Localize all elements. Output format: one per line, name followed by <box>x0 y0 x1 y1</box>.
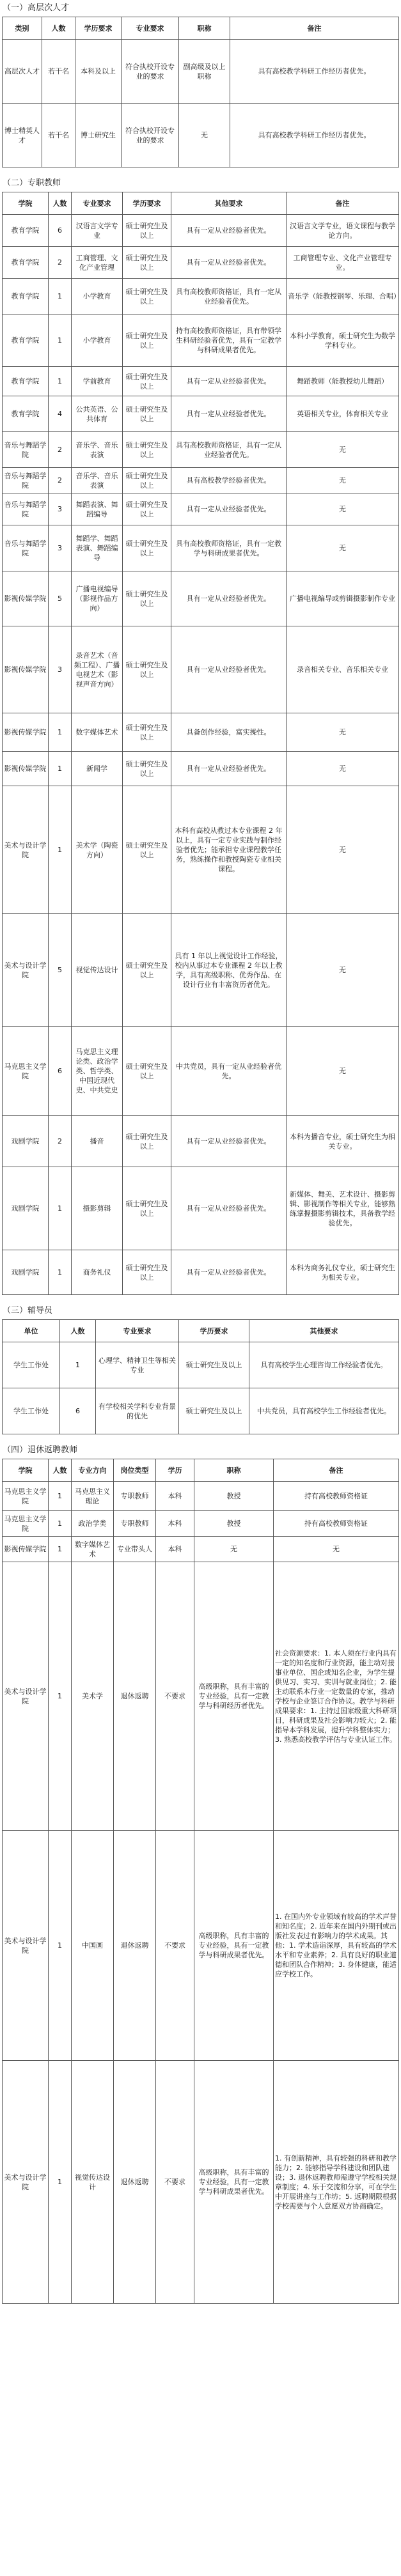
cell: 影视传媒学院 <box>3 752 49 786</box>
cell: 硕士研究生及以上 <box>123 713 171 752</box>
cell: 小学教育 <box>72 314 123 367</box>
cell: 教育学院 <box>3 314 49 367</box>
cell: 2 <box>49 1116 72 1167</box>
cell: 具有一定从业经验者优先。 <box>171 1116 287 1167</box>
cell: 1 <box>49 786 72 914</box>
table-row <box>3 314 399 367</box>
cell: 1 <box>49 752 72 786</box>
cell: 戏剧学院 <box>3 1116 49 1167</box>
cell: 具有一定从业经验者优先。 <box>171 752 287 786</box>
cell: 高级职称，具有丰富的专业经验，具有一定教学与科研成果者优先。 <box>194 1831 274 2061</box>
table-row <box>3 1116 399 1167</box>
table-row <box>3 1027 399 1116</box>
cell: 学前教育 <box>72 367 123 396</box>
cell: 音乐与舞蹈学院 <box>3 432 49 468</box>
header-cell: 学院 <box>3 1459 49 1482</box>
cell: 硕士研究生及以上 <box>123 626 171 713</box>
cell: 本科为播音专业，硕士研究生为相关专业。 <box>287 1116 399 1167</box>
cell: 无 <box>287 786 399 914</box>
cell: 工商管理专业、文化产业管理专业。 <box>287 247 399 279</box>
cell: 硕士研究生及以上 <box>123 1027 171 1116</box>
table-row <box>3 1167 399 1250</box>
cell: 专职教师 <box>114 1482 156 1511</box>
cell: 持有高校教师资格证 <box>274 1511 399 1537</box>
cell: 广播电视编导（影视作品方向） <box>72 571 123 626</box>
table-row <box>3 525 399 571</box>
cell: 马克思主义学院 <box>3 1482 49 1511</box>
cell: 无 <box>287 468 399 493</box>
cell: 马克思主义理论类、政治学类、哲学类、中国近现代史、中共党史 <box>72 1027 123 1116</box>
cell: 音乐与舞蹈学院 <box>3 525 49 571</box>
cell: 中共党员，具有一定从业经验者优先。 <box>171 1027 287 1116</box>
cell: 不要求 <box>156 2061 194 2304</box>
cell: 5 <box>49 571 72 626</box>
cell: 有学校相关学科专业背景的优先 <box>96 1388 179 1434</box>
cell: 工商管理、文化产业管理 <box>72 247 123 279</box>
cell: 马克思主义理论 <box>72 1482 114 1511</box>
cell: 具有一定从业经验者优先。 <box>171 247 287 279</box>
cell: 无 <box>287 432 399 468</box>
cell: 具备创作经验，富实操性。 <box>171 713 287 752</box>
cell: 1 <box>49 1537 72 1562</box>
cell: 3 <box>49 626 72 713</box>
table-row <box>3 571 399 626</box>
cell: 硕士研究生及以上 <box>123 525 171 571</box>
cell: 硕士研究生及以上 <box>123 396 171 432</box>
cell: 无 <box>194 1537 274 1562</box>
cell: 硕士研究生及以上 <box>123 1116 171 1167</box>
cell: 无 <box>287 493 399 525</box>
cell: 音乐与舞蹈学院 <box>3 493 49 525</box>
cell: 舞蹈表演、舞蹈编导 <box>72 493 123 525</box>
cell: 心理学、精神卫生等相关专业 <box>96 1342 179 1388</box>
table-row <box>3 432 399 468</box>
cell: 退休返聘 <box>114 2061 156 2304</box>
cell: 美术与设计学院 <box>3 2061 49 2304</box>
cell: 6 <box>49 215 72 247</box>
cell: 硕士研究生及以上 <box>123 247 171 279</box>
header-cell: 学历要求 <box>123 192 171 215</box>
cell: 学生工作处 <box>3 1342 60 1388</box>
cell: 退休返聘 <box>114 1562 156 1831</box>
cell: 硕士研究生及以上 <box>123 571 171 626</box>
table-row <box>3 1537 399 1562</box>
table-row <box>3 626 399 713</box>
header-cell: 单位 <box>3 1320 60 1342</box>
cell: 教授 <box>194 1511 274 1537</box>
cell: 3 <box>49 493 72 525</box>
cell: 具有一定从业经验者优先。 <box>171 215 287 247</box>
cell: 视觉传达设计 <box>72 2061 114 2304</box>
cell: 1 <box>49 2061 72 2304</box>
cell: 本科及以上 <box>75 40 122 104</box>
cell: 1 <box>49 1482 72 1511</box>
cell: 无 <box>287 713 399 752</box>
cell: 本科 <box>156 1511 194 1537</box>
table-header-row <box>3 1320 399 1342</box>
cell: 硕士研究生及以上 <box>123 752 171 786</box>
cell: 若干名 <box>42 104 75 167</box>
cell: 具有一定从业经验者优先。 <box>171 571 287 626</box>
cell: 若干名 <box>42 40 75 104</box>
cell: 高级职称，具有丰富的专业经验，具有一定教学与科研经历者优先。 <box>194 1562 274 1831</box>
cell: 本科 <box>156 1537 194 1562</box>
cell: 专职教师 <box>114 1511 156 1537</box>
cell: 不要求 <box>156 1562 194 1831</box>
cell: 1 <box>49 1562 72 1831</box>
header-cell: 专业要求 <box>122 17 179 40</box>
cell: 戏剧学院 <box>3 1250 49 1295</box>
header-cell: 专业要求 <box>96 1320 179 1342</box>
cell: 具有高校教师资格证，具有一定教学与科研成果者优先。 <box>171 525 287 571</box>
cell: 数字媒体艺术 <box>72 713 123 752</box>
cell: 无 <box>287 914 399 1027</box>
cell: 本科 <box>156 1482 194 1511</box>
header-cell: 学院 <box>3 192 49 215</box>
cell: 1 <box>49 1250 72 1295</box>
table-retired-rehired <box>2 1459 399 2304</box>
cell: 硕士研究生及以上 <box>123 1250 171 1295</box>
cell: 1 <box>49 314 72 367</box>
cell: 具有一定从业经验者优先。 <box>171 1250 287 1295</box>
cell: 本科为商务礼仪专业，硕士研究生为相关专业。 <box>287 1250 399 1295</box>
cell: 5 <box>49 914 72 1027</box>
cell: 新闻学 <box>72 752 123 786</box>
cell: 专业带头人 <box>114 1537 156 1562</box>
cell: 本科小学教育，硕士研究生为数学学科专业。 <box>287 314 399 367</box>
cell: 音乐学、音乐表演 <box>72 468 123 493</box>
header-cell: 专业要求 <box>72 192 123 215</box>
table-row <box>3 1562 399 1831</box>
cell: 教授 <box>194 1482 274 1511</box>
header-cell: 学历要求 <box>75 17 122 40</box>
header-cell: 岗位类型 <box>114 1459 156 1482</box>
cell: 政治学类 <box>72 1511 114 1537</box>
header-cell: 职称 <box>179 17 230 40</box>
cell: 硕士研究生及以上 <box>123 914 171 1027</box>
cell: 美术与设计学院 <box>3 914 49 1027</box>
cell: 硕士研究生及以上 <box>123 432 171 468</box>
cell: 影视传媒学院 <box>3 571 49 626</box>
cell: 数字媒体艺术 <box>72 1537 114 1562</box>
table-header-row <box>3 192 399 215</box>
cell: 硕士研究生及以上 <box>179 1388 249 1434</box>
table-row <box>3 215 399 247</box>
cell: 商务礼仪 <box>72 1250 123 1295</box>
table-counselors <box>2 1319 399 1434</box>
table-row <box>3 247 399 279</box>
cell: 硕士研究生及以上 <box>123 279 171 314</box>
table-row <box>3 1482 399 1511</box>
header-cell: 备注 <box>230 17 399 40</box>
cell: 影视传媒学院 <box>3 713 49 752</box>
cell: 具有一定从业经验者优先。 <box>171 1167 287 1250</box>
cell: 无 <box>287 1027 399 1116</box>
cell: 具有高校学生心理咨询工作经验者优先。 <box>249 1342 399 1388</box>
cell: 1 <box>49 1831 72 2061</box>
cell: 6 <box>49 1027 72 1116</box>
header-cell: 其他要求 <box>171 192 287 215</box>
table-header-row <box>3 17 399 40</box>
header-cell: 专业方向 <box>72 1459 114 1482</box>
cell: 博士精英人才 <box>3 104 42 167</box>
cell: 具有一定从业经验者优先。 <box>171 626 287 713</box>
cell: 硕士研究生及以上 <box>123 493 171 525</box>
cell: 教育学院 <box>3 247 49 279</box>
cell: 具有一定从业经验者优先。 <box>171 367 287 396</box>
cell: 硕士研究生及以上 <box>123 215 171 247</box>
table-row <box>3 752 399 786</box>
cell: 1 <box>49 1167 72 1250</box>
cell: 1 <box>49 367 72 396</box>
table-row <box>3 1342 399 1388</box>
cell: 持有高校教师资格证，具有带领学生科研经验者优先，具有一定教学与科研成果者优先。 <box>171 314 287 367</box>
header-cell: 职称 <box>194 1459 274 1482</box>
cell: 具有高校教师资格证，具有一定从业经验者优先。 <box>171 432 287 468</box>
cell: 无 <box>274 1537 399 1562</box>
cell: 马克思主义学院 <box>3 1511 49 1537</box>
cell: 英语相关专业，体育相关专业 <box>287 396 399 432</box>
cell: 公共英语、公共体育 <box>72 396 123 432</box>
cell: 小学教育 <box>72 279 123 314</box>
cell: 符合执校开设专业的要求 <box>122 104 179 167</box>
cell: 视觉传达设计 <box>72 914 123 1027</box>
table-row <box>3 1388 399 1434</box>
cell: 2 <box>49 247 72 279</box>
cell: 马克思主义学院 <box>3 1027 49 1116</box>
cell: 美术与设计学院 <box>3 1562 49 1831</box>
cell: 教育学院 <box>3 367 49 396</box>
section-title-full-time-teachers: （二）专职教师 <box>3 178 61 188</box>
cell: 具有一定从业经验者优先。 <box>171 396 287 432</box>
cell: 6 <box>60 1388 96 1434</box>
header-cell: 人数 <box>42 17 75 40</box>
cell: 符合执校开设专业的要求 <box>122 40 179 104</box>
header-cell: 人数 <box>49 1459 72 1482</box>
cell: 摄影剪辑 <box>72 1167 123 1250</box>
cell: 具有高校教学科研工作经历者优先。 <box>230 104 399 167</box>
cell: 硕士研究生及以上 <box>123 1167 171 1250</box>
cell: 音乐学（能教授钢琴、乐理、合唱） <box>287 279 399 314</box>
cell: 汉语言文学专业 <box>72 215 123 247</box>
cell: 2 <box>49 468 72 493</box>
cell: 高级职称，具有丰富的专业经验，具有一定教学与科研成果者优先。 <box>194 2061 274 2304</box>
header-cell: 备注 <box>274 1459 399 1482</box>
header-cell: 类别 <box>3 17 42 40</box>
table-high-level-talent <box>2 17 399 167</box>
cell: 硕士研究生及以上 <box>123 786 171 914</box>
cell: 录音艺术（音频工程）、广播电视艺术（影视声音方向） <box>72 626 123 713</box>
cell: 1 <box>60 1342 96 1388</box>
section-title-high-level: （一）高层次人才 <box>3 3 70 13</box>
cell: 影视传媒学院 <box>3 1537 49 1562</box>
cell: 1 <box>49 279 72 314</box>
cell: 无 <box>287 525 399 571</box>
cell: 硕士研究生及以上 <box>123 314 171 367</box>
table-row <box>3 40 399 104</box>
cell: 本科有高校从教过本专业课程 2 年以上，具有一定专业实践与制作经验者优先；能承担专业课程教学任务，熟练操作和教授陶瓷专业相关课程。 <box>171 786 287 914</box>
table-row <box>3 786 399 914</box>
cell: 具有一定从业经验者优先。 <box>171 493 287 525</box>
table-row <box>3 914 399 1027</box>
cell: 2 <box>49 432 72 468</box>
cell: 汉语言文学专业，语文课程与教学论方向。 <box>287 215 399 247</box>
cell: 美术与设计学院 <box>3 1831 49 2061</box>
table-row <box>3 2061 399 2304</box>
cell: 新媒体、舞美、艺术设计、摄影剪辑、影视制作等相关专业，能够熟练掌握摄影剪辑技术，具备教学经验优先。 <box>287 1167 399 1250</box>
cell: 无 <box>179 104 230 167</box>
section-title-counselors: （三）辅导员 <box>3 1306 53 1315</box>
cell: 硕士研究生及以上 <box>179 1342 249 1388</box>
cell: 具有高校教学科研工作经历者优先。 <box>230 40 399 104</box>
cell: 中国画 <box>72 1831 114 2061</box>
cell: 具有 1 年以上视觉设计工作经验，校内从事过本专业课程 2 年以上教学，具有高级职称、优秀作品、在设计行业有丰富资历者优先。 <box>171 914 287 1027</box>
table-full-time-teachers <box>2 192 399 1295</box>
cell: 社会资源要求：1. 本人须在行业内具有一定的知名度和行业资源，能主动对接事业单位、国企或知名企业，为学生提供见习、实习、实训与就业岗位；2. 能主动联系本行业一定数量的专家，推动学校与企业签订合作协议。教学与科研成果要求：1. 主持过国家级重大科研项目，科研成果及社会影响力较大；2. 能指导本学科发展，提升学科整体实力；3. 熟悉高校教学评估与专业认证工作。 <box>274 1562 399 1831</box>
cell: 1 <box>49 713 72 752</box>
cell: 美术学（陶瓷方向） <box>72 786 123 914</box>
cell: 影视传媒学院 <box>3 626 49 713</box>
cell: 教育学院 <box>3 279 49 314</box>
cell: 硕士研究生及以上 <box>123 367 171 396</box>
cell: 播音 <box>72 1116 123 1167</box>
table-row <box>3 396 399 432</box>
table-row <box>3 493 399 525</box>
header-cell: 学历要求 <box>179 1320 249 1342</box>
table-row <box>3 1511 399 1537</box>
cell: 持有高校教师资格证 <box>274 1482 399 1511</box>
cell: 录音相关专业、音乐相关专业 <box>287 626 399 713</box>
header-cell: 学历 <box>156 1459 194 1482</box>
cell: 无 <box>287 752 399 786</box>
cell: 教育学院 <box>3 396 49 432</box>
cell: 美术与设计学院 <box>3 786 49 914</box>
header-cell: 人数 <box>60 1320 96 1342</box>
cell: 退休返聘 <box>114 1831 156 2061</box>
cell: 广播电视编导或剪辑摄影制作专业 <box>287 571 399 626</box>
cell: 音乐学、音乐表演 <box>72 432 123 468</box>
cell: 舞蹈学、舞蹈表演、舞蹈编导 <box>72 525 123 571</box>
cell: 中共党员，具有高校学生工作经验者优先。 <box>249 1388 399 1434</box>
table-row <box>3 1831 399 2061</box>
table-row <box>3 1250 399 1295</box>
cell: 学生工作处 <box>3 1388 60 1434</box>
cell: 博士研究生 <box>75 104 122 167</box>
cell: 戏剧学院 <box>3 1167 49 1250</box>
cell: 不要求 <box>156 1831 194 2061</box>
header-cell: 备注 <box>287 192 399 215</box>
cell: 副高级及以上职称 <box>179 40 230 104</box>
cell: 美术学 <box>72 1562 114 1831</box>
cell: 1. 有创新精神，具有较强的科研和教学能力；2. 能够指导学科建设和团队建设；3. 退休返聘教师需遵守学校相关规章制度；4. 乐于交流和分享，可在学生中开展讲座与工作坊；5. 返聘期限根据学校需要与个人意愿双方协商确定。 <box>274 2061 399 2304</box>
header-cell: 其他要求 <box>249 1320 399 1342</box>
cell: 硕士研究生及以上 <box>123 468 171 493</box>
cell: 具有高校教学经验者优先。 <box>171 468 287 493</box>
cell: 3 <box>49 525 72 571</box>
cell: 具有高校教师资格证，具有一定从业经验者优先。 <box>171 279 287 314</box>
cell: 4 <box>49 396 72 432</box>
table-row <box>3 104 399 167</box>
table-row <box>3 713 399 752</box>
table-row <box>3 367 399 396</box>
table-row <box>3 468 399 493</box>
table-row <box>3 279 399 314</box>
cell: 舞蹈教师（能教授幼儿舞蹈） <box>287 367 399 396</box>
cell: 教育学院 <box>3 215 49 247</box>
cell: 音乐与舞蹈学院 <box>3 468 49 493</box>
section-title-retired-rehired: （四）退休返聘教师 <box>3 1445 78 1455</box>
cell: 高层次人才 <box>3 40 42 104</box>
table-header-row <box>3 1459 399 1482</box>
cell: 1 <box>49 1511 72 1537</box>
cell: 1. 在国内外专业领域有较高的学术声誉和知名度；2. 近年来在国内外期刊或出版社发表过有影响力的学术成果。其他：1. 学术造诣深厚，具有较高的学术水平和专业素养；2. 具有良好的职业道德和团队合作精神；3. 身体健康，能适应学校工作。 <box>274 1831 399 2061</box>
header-cell: 人数 <box>49 192 72 215</box>
